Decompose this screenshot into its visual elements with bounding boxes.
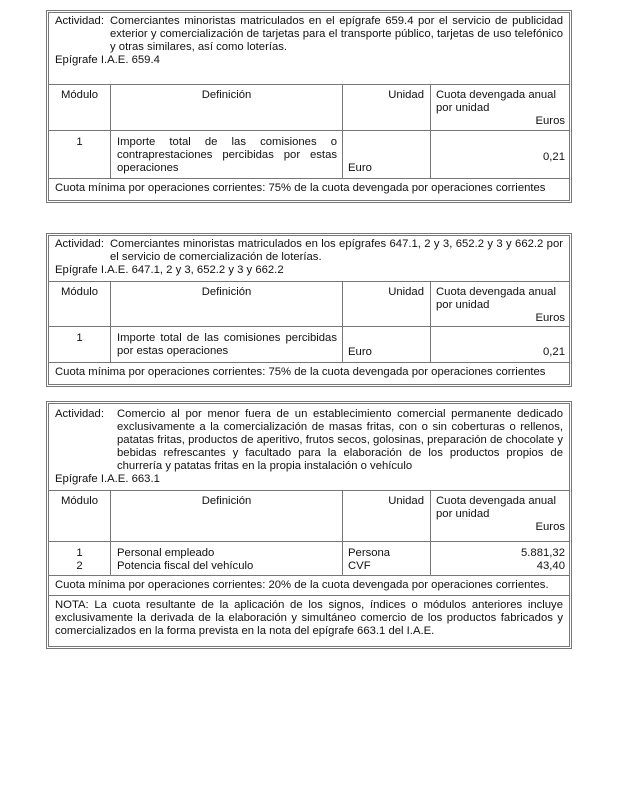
cuota-value: 43,40: [536, 560, 565, 572]
cuota-value: 0,21: [543, 151, 565, 163]
cuota-cell: [431, 327, 569, 362]
unidad-value: Persona: [348, 547, 391, 559]
epigrafe: Epígrafe I.A.E. 647.1, 2 y 3, 652.2 y 3 y 662.2: [55, 264, 284, 276]
table-row: [49, 131, 569, 179]
actividad-label: Actividad:: [55, 408, 104, 420]
actividad-text: Comercio al por menor fuera de un establecimiento comercial permanente dedicado exclusivamente a la comercialización de masas fritas, con o sin coberturas o rellenos, patatas fritas, productos de aperitivo, frutos secos, golosinas, preparación de chocolate y bebidas refrescantes y facultado para la elaboración de los productos propios de churrería y patatas fritas en la propia instalación o vehículo: [117, 408, 563, 472]
actividad-row: [49, 236, 569, 282]
unidad-value: CVF: [348, 560, 371, 572]
definicion-text: Importe total de las comisiones o contraprestaciones percibidas por estas operaciones: [111, 131, 343, 178]
header-euros: Euros: [535, 115, 565, 127]
modulo-number: 1: [49, 327, 111, 362]
header-definicion: Definición: [111, 282, 343, 326]
header-unidad: Unidad: [343, 282, 431, 326]
actividad-text: Comerciantes minoristas matriculados en los epígrafes 647.1, 2 y 3, 652.2 y 3 y 662.2 por el servicio de comercialización de loterías.: [110, 238, 563, 263]
header-definicion: Definición: [111, 491, 343, 541]
cuota-cell: [431, 131, 569, 178]
header-row: [49, 85, 569, 131]
header-definicion: Definición: [111, 85, 343, 130]
header-unidad: Unidad: [343, 491, 431, 541]
unidad-value: Euro: [348, 162, 372, 174]
header-modulo: Módulo: [49, 491, 111, 541]
actividad-label: Actividad:: [55, 15, 104, 27]
definicion-text: Importe total de las comisiones percibidas por estas operaciones: [111, 327, 343, 362]
table-663-1: [46, 401, 572, 649]
header-modulo: Módulo: [49, 282, 111, 326]
definicion-text: Personal empleado: [117, 547, 215, 559]
header-euros: Euros: [535, 521, 565, 533]
table-659-4: [46, 10, 572, 203]
modulo-number: 1: [49, 131, 111, 178]
table-647-1: [46, 233, 572, 387]
unidad-cell: [343, 131, 431, 178]
table-row: [49, 327, 569, 363]
definicion-text: Potencia fiscal del vehículo: [117, 560, 254, 572]
epigrafe: Epígrafe I.A.E. 659.4: [55, 54, 160, 66]
unidad-cell: [343, 542, 431, 575]
header-cuota: Cuota devengada anual por unidad Euros: [436, 495, 565, 533]
actividad-label: Actividad:: [55, 238, 104, 250]
unidad-value: Euro: [348, 346, 372, 358]
epigrafe: Epígrafe I.A.E. 663.1: [55, 473, 160, 485]
cuota-minima: Cuota mínima por operaciones corrientes: 75% de la cuota devengada por operaciones corrientes: [55, 182, 546, 194]
header-modulo: Módulo: [49, 85, 111, 130]
modulo-number: 2: [76, 560, 83, 572]
nota: NOTA: La cuota resultante de la aplicación de los signos, índices o módulos anteriores incluye exclusivamente la derivada de la elaboración y simultáneo comercio de los productos fabricados y comercializados en la forma prevista en la nota del epígrafe 663.1 del I.A.E.: [55, 599, 563, 637]
modulo-number: 1: [76, 547, 83, 559]
actividad-row: [49, 13, 569, 85]
cuota-minima: Cuota mínima por operaciones corrientes: 20% de la cuota devengada por operaciones corrientes.: [49, 576, 569, 596]
cuota-minima: Cuota mínima por operaciones corrientes: 75% de la cuota devengada por operaciones corrientes: [55, 366, 546, 378]
header-cuota: Cuota devengada anual por unidad Euros: [436, 89, 565, 127]
actividad-row: [49, 404, 569, 491]
header-row: [49, 491, 569, 542]
cuota-value: 0,21: [543, 346, 565, 358]
table-row: [49, 542, 569, 576]
header-unidad: Unidad: [343, 85, 431, 130]
modulo-cell: [49, 542, 111, 575]
cuota-cell: [431, 542, 569, 575]
header-cuota: Cuota devengada anual por unidad Euros: [436, 286, 565, 324]
header-row: [49, 282, 569, 327]
actividad-text: Comerciantes minoristas matriculados en el epígrafe 659.4 por el servicio de publicidad exterior y comercialización de tarjetas para el transporte público, tarjetas de uso telefónico y otras similares, así como loterías.: [110, 15, 563, 53]
definicion-cell: [111, 542, 343, 575]
header-euros: Euros: [535, 312, 565, 324]
unidad-cell: [343, 327, 431, 362]
cuota-value: 5.881,32: [521, 547, 565, 559]
